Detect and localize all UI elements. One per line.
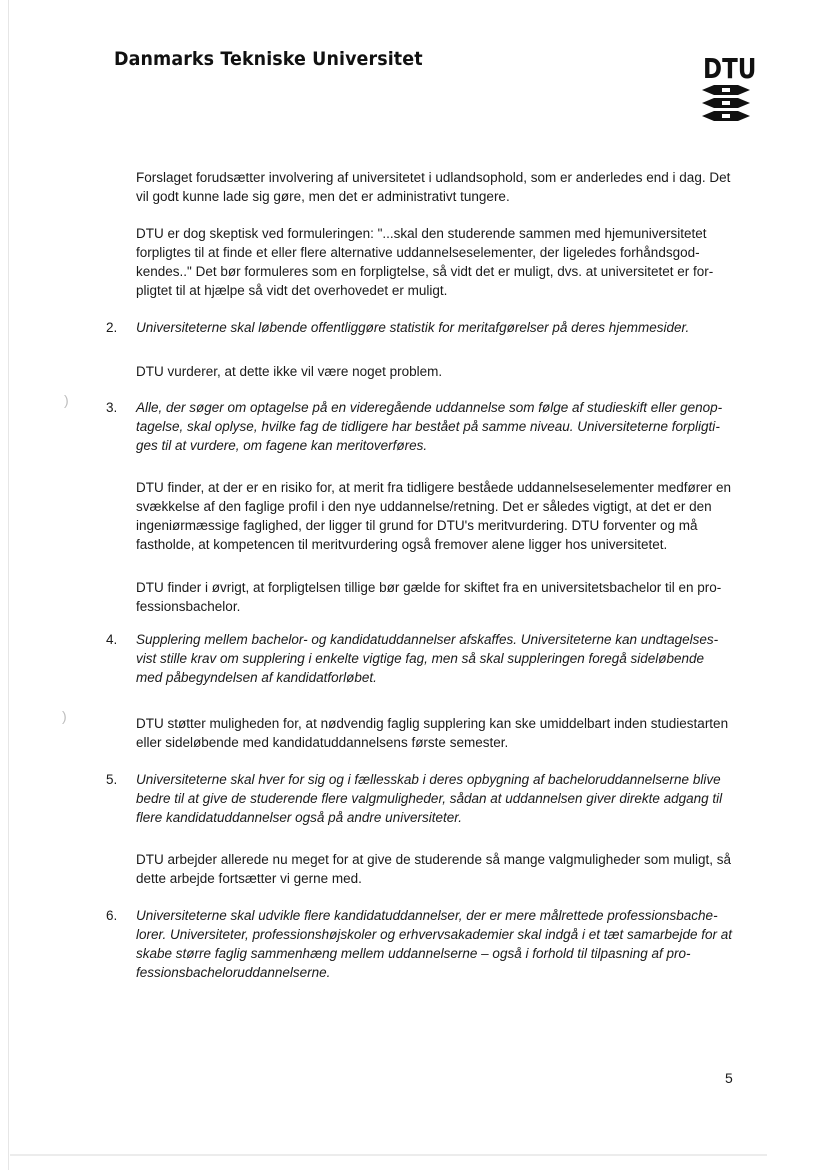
list-item-number: 2. [106,320,118,335]
body-paragraph: DTU er dog skeptisk ved formuleringen: "...skal den studerende sammen med hjemuniversitetet forpligtes til at finde et eller flere alternative uddannelseselementer, der ligeledes forhåndsgodkendes.." Det bør formuleres som en forpligtelse, så vidt det er muligt, dvs. at universitetet er forpligtet til at hjælpe så vidt det overhovedet er muligt. [136,226,714,298]
list-item [106,318,732,337]
dtu-logo-text: DTU [703,52,757,85]
dtu-logo [696,52,756,126]
body-paragraph: DTU vurderer, at dette ikke vil være noget problem. [136,364,443,379]
list-item-number: 4. [106,632,118,647]
body-paragraph: DTU arbejder allerede nu meget for at give de studerende så mange valgmuligheder som muligt, så dette arbejde fortsætter vi gerne med. [136,852,732,886]
list-item-text: Universiteterne skal løbende offentliggøre statistik for meritafgørelser på deres hjemmesider. [136,320,690,335]
list-item-text: Universiteterne skal udvikle flere kandidatuddannelser, der er mere målrettede professionsbachelorer. Universiteter, professionshøjskoler og erhvervsakademier skal indgå i et tæt samarbejde for at skabe større faglig sammenhæng mellem uddannelserne – også i forhold til tilpasning af professionsbacheloruddannelserne. [136,908,733,980]
list-item [106,630,732,687]
list-item [106,770,732,827]
scan-edge-line [8,0,9,1170]
institution-name: Danmarks Tekniske Universitet [114,48,423,70]
margin-mark: ) [64,392,69,408]
body-paragraph: Forslaget forudsætter involvering af universitetet i udlandsophold, som er anderledes end i dag. Det vil godt kunne lade sig gøre, men det er administrativt tungere. [136,170,731,204]
list-item [106,906,732,982]
list-item-number: 5. [106,772,118,787]
list-item-text: Supplering mellem bachelor- og kandidatuddannelser afskaffes. Universiteterne kan undtagelsesvist stille krav om supplering i enkelte vigtige fag, men så skal suppleringen foregå sideløbende med påbegyndelsen af kandidatforløbet. [136,632,719,685]
margin-mark: ) [62,708,67,724]
list-item [106,398,732,455]
dtu-logo-mark-icon [700,84,752,124]
body-paragraph: DTU støtter muligheden for, at nødvendig faglig supplering kan ske umiddelbart inden studiestarten eller sideløbende med kandidatuddannelsens første semester. [136,716,729,750]
scan-bottom-line [10,1154,767,1156]
page-number: 5 [725,1070,733,1086]
list-item-number: 3. [106,400,118,415]
body-paragraph: DTU finder, at der er en risiko for, at merit fra tidligere beståede uddannelseselementer medfører en svækkelse af den faglige profil i den nye uddannelse/retning. Det er således vigtigt, at det er den ingeniørmæssige faglighed, der ligger til grund for DTU's meritvurdering. DTU forventer og må fastholde, at kompetencen til meritvurdering også fremover alene ligger hos universitetet. [136,480,732,552]
list-item-text: Alle, der søger om optagelse på en videregående uddannelse som følge af studieskift eller genoptagelse, skal oplyse, hvilke fag de tidligere har bestået på samme niveau. Universiteterne forpligtiges til at vurdere, om fagene kan meritoverføres. [136,400,723,453]
body-paragraph: DTU finder i øvrigt, at forpligtelsen tillige bør gælde for skiftet fra en universitetsbachelor til en professionsbachelor. [136,580,722,614]
list-item-number: 6. [106,908,118,923]
list-item-text: Universiteterne skal hver for sig og i fællesskab i deres opbygning af bacheloruddannelserne blive bedre til at give de studerende flere valgmuligheder, sådan at uddannelsen giver direkte adgang til flere kandidatuddannelser også på andre universiteter. [136,772,723,825]
